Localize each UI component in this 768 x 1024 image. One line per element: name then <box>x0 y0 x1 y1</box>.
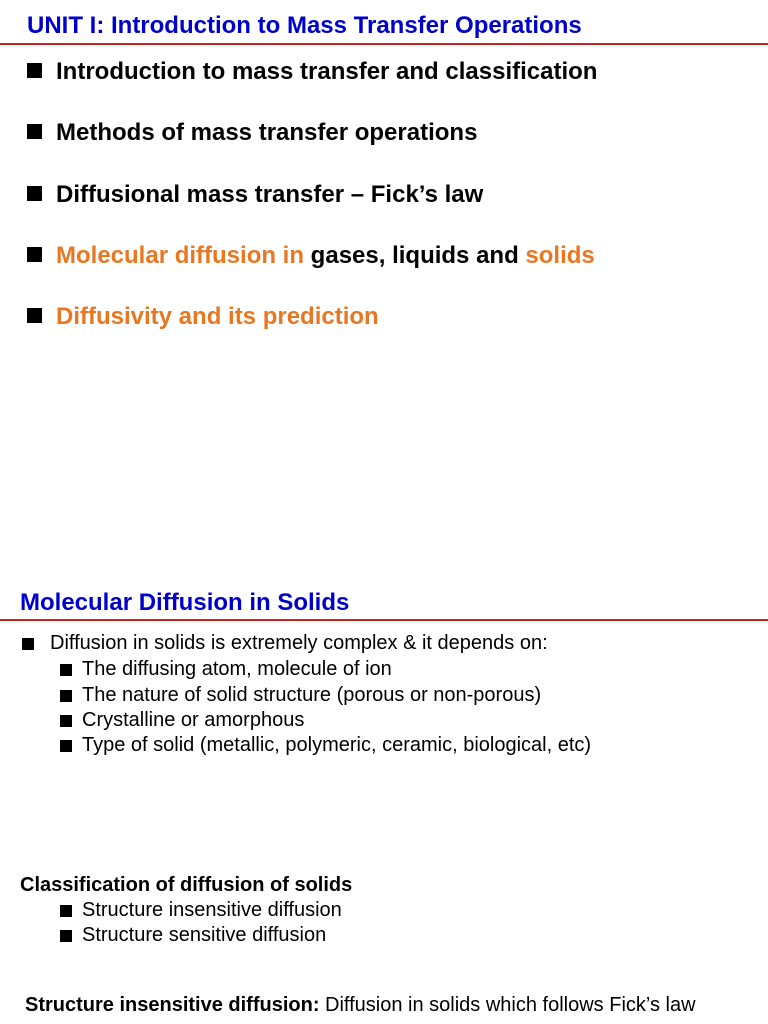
list-item <box>60 658 392 681</box>
list-item-text: Methods of mass transfer operations <box>56 119 478 146</box>
square-bullet-icon <box>60 905 72 917</box>
list-item <box>27 58 597 86</box>
list-item-text: Diffusional mass transfer – Fick’s law <box>56 181 484 208</box>
square-bullet-icon <box>27 186 42 201</box>
list-item-text: The nature of solid structure (porous or non-porous) <box>82 684 542 706</box>
list-item-text: Introduction to mass transfer and classification <box>56 58 598 85</box>
square-bullet-icon <box>60 740 72 752</box>
list-item <box>27 181 483 209</box>
list-item-text: Crystalline or amorphous <box>82 709 305 731</box>
list-item-text: Diffusivity and its prediction <box>56 303 379 330</box>
highlight-text: Molecular diffusion in <box>56 242 305 269</box>
list-item-text: Structure insensitive diffusion <box>82 899 342 921</box>
square-bullet-icon <box>27 247 42 262</box>
list-item <box>60 734 591 757</box>
definition-text: Diffusion in solids which follows Fick’s law <box>319 994 696 1016</box>
title-divider <box>0 619 768 621</box>
highlight-text: solids <box>525 242 595 269</box>
title-divider <box>0 43 768 45</box>
list-item <box>60 709 304 732</box>
plain-text: gases, liquids and <box>304 242 526 269</box>
list-item-text: The diffusing atom, molecule of ion <box>82 658 392 680</box>
list-item <box>60 924 326 947</box>
list-item <box>27 303 379 331</box>
list-item <box>60 684 541 707</box>
list-item <box>22 632 548 655</box>
list-item <box>60 899 342 922</box>
list-item-text: Type of solid (metallic, polymeric, ceramic, biological, etc) <box>82 734 592 756</box>
square-bullet-icon <box>60 690 72 702</box>
slide1-title: UNIT I: Introduction to Mass Transfer Operations <box>27 12 582 39</box>
square-bullet-icon <box>27 308 42 323</box>
square-bullet-icon <box>27 63 42 78</box>
square-bullet-icon <box>60 715 72 727</box>
square-bullet-icon <box>60 664 72 676</box>
definition-term: Structure insensitive diffusion: <box>25 994 320 1016</box>
classification-heading: Classification of diffusion of solids <box>20 874 353 896</box>
definition-paragraph <box>25 994 696 1017</box>
list-item-text: Diffusion in solids is extremely complex & it depends on: <box>50 632 548 654</box>
square-bullet-icon <box>22 638 34 650</box>
list-item-text <box>56 242 595 270</box>
list-item <box>27 242 595 270</box>
slide2-title: Molecular Diffusion in Solids <box>20 589 350 616</box>
square-bullet-icon <box>27 124 42 139</box>
square-bullet-icon <box>60 930 72 942</box>
list-item <box>27 119 477 147</box>
list-item-text: Structure sensitive diffusion <box>82 924 327 946</box>
